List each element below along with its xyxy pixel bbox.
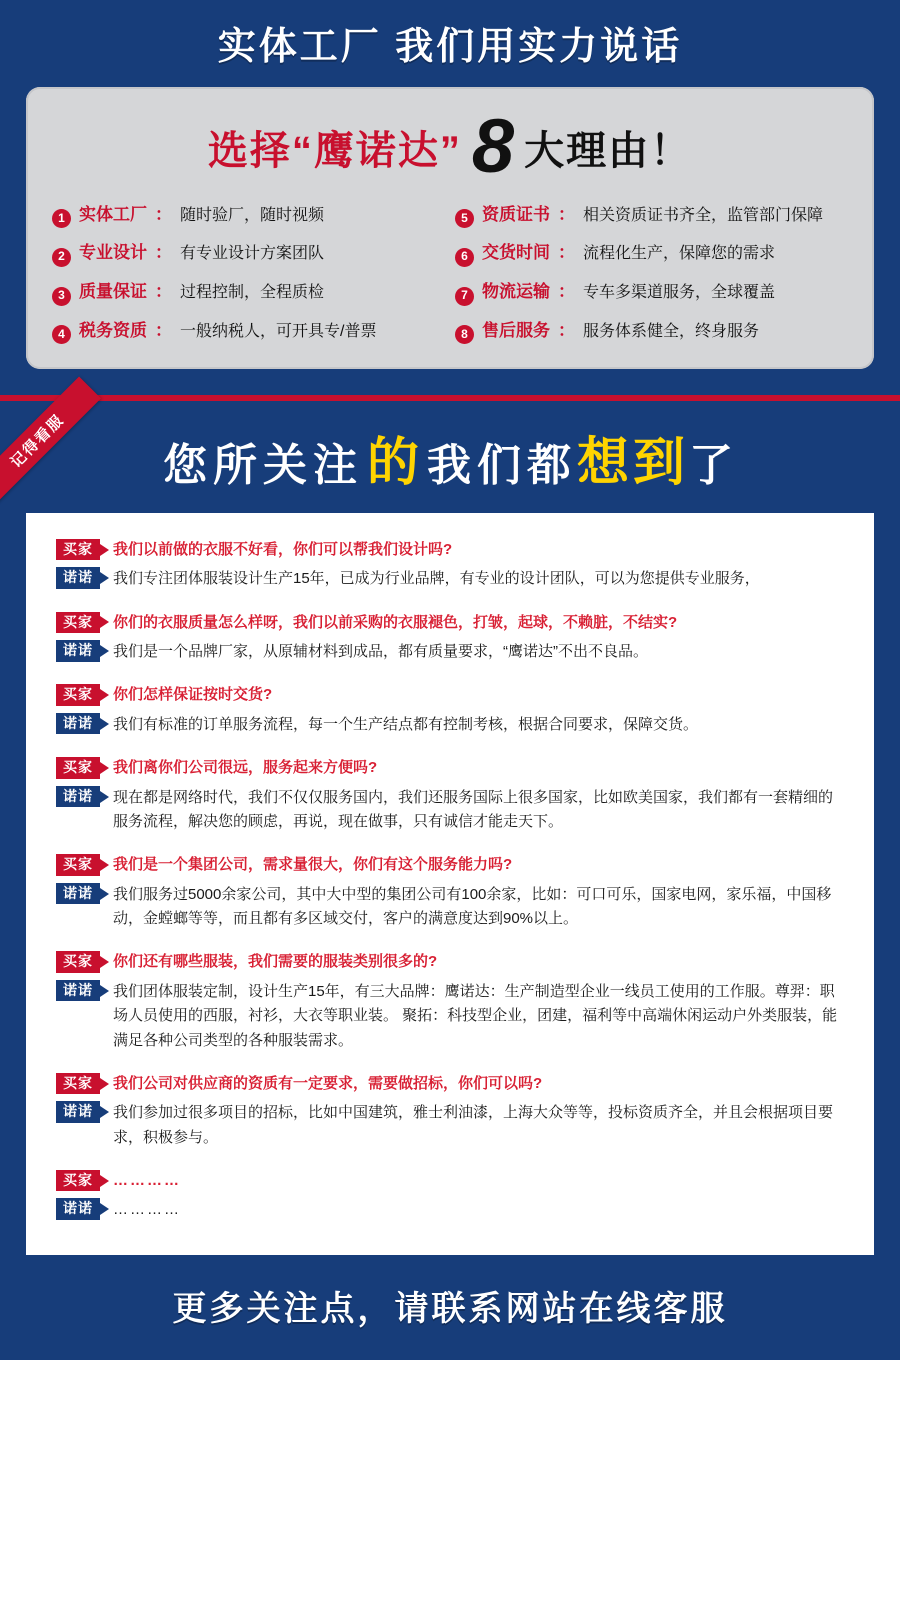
faq-title-part2: 的 [366,433,423,492]
answer-text: 我们是一个品牌厂家，从原辅材料到成品，都有质量要求，“鹰诺达”不出不良品。 [113,643,648,661]
reason-value: 一般纳税人，可开具专/普票 [180,323,377,341]
faq-title [0,401,900,513]
seller-tag: 诺诺 [56,883,100,905]
reason-colon: ： [558,282,575,302]
answer-line [56,713,844,737]
answer-line [56,640,844,664]
reason-item [455,242,848,265]
question-line [56,1170,844,1193]
question-line [56,684,844,707]
answer-line [56,786,844,835]
faq-title-part5: 了 [689,440,738,490]
seller-tag: 诺诺 [56,640,100,662]
reason-key: 质量保证 [79,282,147,302]
question-text: ………… [113,1171,181,1189]
reason-colon: ： [155,321,172,341]
headline-dark-suffix: 大理由！ [524,128,693,173]
seller-tag: 诺诺 [56,1101,100,1123]
question-text: 我们离你们公司很远，服务起来方便吗? [113,759,378,777]
reason-colon: ： [558,321,575,341]
faq-title-part1: 您所关注 [162,440,363,490]
seller-tag: 诺诺 [56,786,100,808]
qa-block [56,1073,844,1150]
question-line [56,854,844,877]
reason-number-badge: 6 [455,248,474,267]
buyer-tag: 买家 [56,612,100,634]
reason-item [52,204,445,227]
qa-block [56,1170,844,1223]
faq-title-part3: 我们都 [427,440,577,490]
question-line [56,951,844,974]
answer-line [56,567,844,591]
reason-item [455,281,848,304]
reason-number-badge: 5 [455,209,474,228]
question-text: 你们怎样保证按时交货? [113,686,273,704]
reason-colon: ： [155,282,172,302]
headline-number: 8 [471,104,515,190]
qa-block [56,854,844,931]
reasons-card [26,87,874,369]
seller-tag: 诺诺 [56,980,100,1002]
reasons-section [0,0,900,395]
reason-key: 物流运输 [482,282,550,302]
qa-block [56,539,844,592]
seller-tag: 诺诺 [56,1198,100,1220]
reason-item [52,320,445,343]
buyer-tag: 买家 [56,684,100,706]
reason-number-badge: 8 [455,325,474,344]
reason-value: 有专业设计方案团队 [180,245,325,263]
question-text: 我们是一个集团公司，需求量很大，你们有这个服务能力吗? [113,856,513,874]
answer-line [56,1198,844,1222]
faq-title-part4: 想到 [577,433,690,492]
answer-line [56,1101,844,1150]
faq-footer-cta: 更多关注点，请联系网站在线客服 [172,1289,728,1328]
reasons-headline [52,104,848,203]
question-text: 你们的衣服质量怎么样呀，我们以前采购的衣服褪色，打皱，起球，不赖脏，不结实? [113,613,678,631]
qa-block [56,757,844,834]
buyer-tag: 买家 [56,757,100,779]
reason-number-badge: 1 [52,209,71,228]
answer-line [56,980,844,1053]
reason-item [455,320,848,343]
answer-text: 我们团体服装定制，设计生产15年，有三大品牌：鹰诺达：生产制造型企业一线员工使用的工作服。尊羿：职场人员使用的西服，衬衫，大衣等职业装。 聚拓：科技型企业，团建，福利等中高端休闲运动户外类服装，能满足各种公司类型的各种服装需求。 [113,982,838,1049]
reasons-grid [52,204,848,343]
reason-colon: ： [558,204,575,224]
reason-key: 税务资质 [79,321,147,341]
reason-colon: ： [155,243,172,263]
question-line [56,1073,844,1096]
answer-text: 我们有标准的订单服务流程，每一个生产结点都有控制考核，根据合同要求，保障交货。 [113,715,699,733]
buyer-tag: 买家 [56,539,100,561]
reason-number-badge: 7 [455,287,474,306]
question-text: 你们还有哪些服装，我们需要的服装类别很多的? [113,953,438,971]
corner-ribbon: 记得看服 [0,376,101,504]
question-line [56,612,844,635]
reason-key: 实体工厂 [79,204,147,224]
buyer-tag: 买家 [56,1073,100,1095]
reason-value: 随时验厂，随时视频 [180,206,325,224]
question-line [56,757,844,780]
reason-key: 专业设计 [79,243,147,263]
qa-block [56,612,844,665]
seller-tag: 诺诺 [56,567,100,589]
answer-text: ………… [113,1201,181,1219]
reason-value: 专车多渠道服务，全球覆盖 [583,284,776,302]
reason-value: 服务体系健全，终身服务 [583,323,760,341]
reason-item [52,242,445,265]
reason-number-badge: 2 [52,248,71,267]
faq-card [26,513,874,1255]
answer-line [56,883,844,932]
qa-block [56,951,844,1052]
reason-number-badge: 3 [52,287,71,306]
qa-block [56,684,844,737]
reason-value: 过程控制，全程质检 [180,284,325,302]
reason-value: 流程化生产，保障您的需求 [583,245,776,263]
faq-section [0,401,900,1360]
seller-tag: 诺诺 [56,713,100,735]
question-text: 我们以前做的衣服不好看，你们可以帮我们设计吗? [113,540,453,558]
buyer-tag: 买家 [56,854,100,876]
buyer-tag: 买家 [56,1170,100,1192]
answer-text: 我们服务过5000余家公司，其中大中型的集团公司有100余家，比如：可口可乐，国家电网，家乐福，中国移动，金螳螂等等，而且都有多区域交付，客户的满意度达到90%以上。 [113,885,832,928]
question-text: 我们公司对供应商的资质有一定要求，需要做招标，你们可以吗? [113,1074,543,1092]
reason-colon: ： [155,204,172,224]
answer-text: 现在都是网络时代，我们不仅仅服务国内，我们还服务国际上很多国家，比如欧美国家，我们都有一套精细的服务流程，解决您的顾虑，再说，现在做事，只有诚信才能走天下。 [113,788,834,831]
reason-value: 相关资质证书齐全，监管部门保障 [583,206,824,224]
reasons-banner-title: 实体工厂 我们用实力说话 [217,26,683,68]
reason-number-badge: 4 [52,325,71,344]
buyer-tag: 买家 [56,951,100,973]
reason-key: 售后服务 [482,321,550,341]
answer-text: 我们专注团体服装设计生产15年，已成为行业品牌，有专业的设计团队，可以为您提供专业服务， [113,570,760,588]
answer-text: 我们参加过很多项目的招标，比如中国建筑，雅士利油漆，上海大众等等，投标资质齐全，并且会根据项目要求，积极参与。 [113,1104,834,1146]
reason-item [455,204,848,227]
reason-key: 资质证书 [482,204,550,224]
headline-red-prefix: 选择“鹰诺达” [207,128,462,173]
reason-colon: ： [558,243,575,263]
reason-key: 交货时间 [482,243,550,263]
reason-item [52,281,445,304]
question-line [56,539,844,562]
